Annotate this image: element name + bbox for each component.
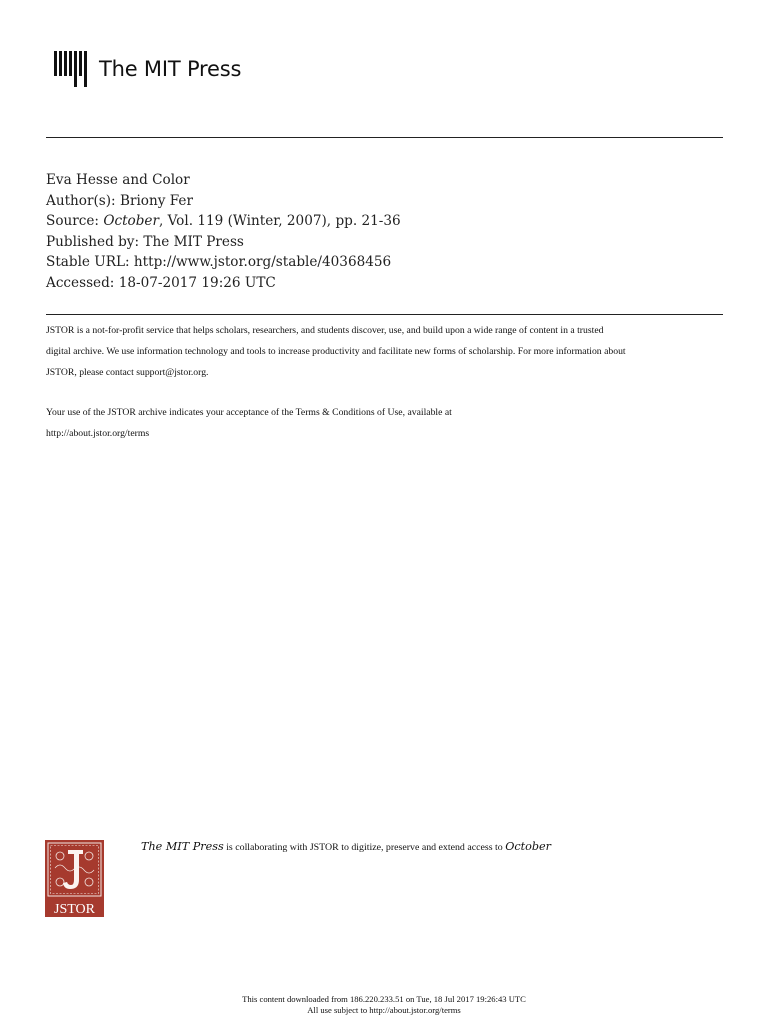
accessed-line: [46, 273, 401, 294]
publisher-label: Published by:: [46, 233, 144, 250]
mit-press-logo: [54, 51, 241, 87]
mit-press-logo-text: The MIT Press: [99, 56, 242, 81]
collab-text: is collaborating with JSTOR to digitize, preserve and extend access to: [223, 842, 506, 853]
terms-notice: [46, 402, 736, 444]
footer-terms-line: All use subject to http://about.jstor.org/terms: [307, 1004, 461, 1015]
bottom-divider: [46, 314, 723, 315]
source-line: [46, 211, 401, 232]
publisher-line: [46, 232, 401, 253]
jstor-notice-line: JSTOR, please contact support@jstor.org.: [46, 367, 209, 378]
footer-download-line: This content downloaded from 186.220.233.51 on Tue, 18 Jul 2017 19:26:43 UTC: [242, 994, 526, 1004]
article-metadata: [46, 170, 401, 294]
download-footer: [0, 994, 768, 1015]
terms-link[interactable]: http://about.jstor.org/terms: [46, 428, 150, 439]
barcode-bars-icon: [54, 51, 89, 87]
publisher-name: The MIT Press: [143, 233, 244, 250]
author-line: [46, 191, 401, 212]
article-title: Eva Hesse and Color: [46, 172, 190, 188]
accessed-date: 18-07-2017 19:26 UTC: [118, 274, 276, 291]
top-divider: [46, 137, 723, 138]
source-label: Source:: [46, 213, 104, 230]
source-details: , Vol. 119 (Winter, 2007), pp. 21-36: [158, 213, 401, 230]
jstor-logo-text: JSTOR: [54, 902, 95, 917]
jstor-notice-line: digital archive. We use information technology and tools to increase productivity and facilitate new forms of scholarship. For more information about: [46, 346, 626, 357]
source-journal: October: [103, 213, 159, 230]
stable-url-link[interactable]: http://www.jstor.org/stable/40368456: [133, 254, 392, 271]
jstor-logo: [45, 840, 104, 917]
collab-journal: October: [505, 840, 551, 853]
terms-notice-line: Your use of the JSTOR archive indicates your acceptance of the Terms & Conditions of Use, available at: [46, 407, 452, 418]
stable-url-line: [46, 252, 401, 273]
collaboration-statement: [141, 840, 551, 853]
collab-publisher: The MIT Press: [141, 840, 224, 853]
jstor-notice-line: JSTOR is a not-for-profit service that helps scholars, researchers, and students discover, use, and build upon a wide range of content in a trusted: [46, 325, 604, 336]
author-name: Briony Fer: [119, 192, 193, 209]
author-label: Author(s):: [46, 192, 120, 209]
jstor-notice: [46, 320, 736, 383]
stable-url-label: Stable URL:: [46, 254, 134, 271]
accessed-label: Accessed:: [46, 274, 119, 291]
